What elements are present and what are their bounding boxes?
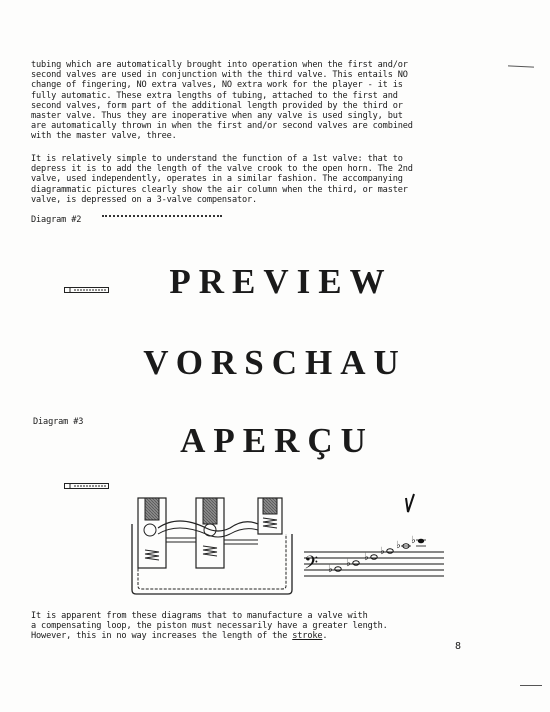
paragraph-3 xyxy=(31,611,501,642)
text-line: depress it is to add the length of the valve crook to the open horn. The 2nd xyxy=(31,164,413,175)
text-segment: However, this in no way increases the length of the xyxy=(31,631,293,642)
valve-slide-icon xyxy=(64,482,110,490)
text-line: second valves, form part of the additional length provided by the third or xyxy=(31,100,403,111)
text-line xyxy=(31,631,501,641)
watermark-preview: PREVIEW xyxy=(169,262,393,301)
text-line: fully automatic. These extra lengths of tubing, attached to the first and xyxy=(31,90,398,101)
text-line: diagrammatic pictures clearly show the air column when the third, or master xyxy=(31,184,408,195)
text-line: second valves are used in conjunction with the third valve. This entails NO xyxy=(31,70,408,81)
text-line: It is apparent from these diagrams that to manufacture a valve with xyxy=(31,611,368,621)
paragraph-2 xyxy=(31,154,501,205)
text-line: master valve. Thus they are inoperative when any valve is used singly, but xyxy=(31,111,403,122)
text-line: are automatically thrown in when the first and/or second valves are combined xyxy=(31,121,413,132)
text-line: It is relatively simple to understand the function of a 1st valve: that to xyxy=(31,154,403,164)
svg-text:♭: ♭ xyxy=(396,540,401,551)
underlined-word-stroke: stroke xyxy=(292,631,323,642)
svg-text:♭: ♭ xyxy=(380,546,385,557)
text-line: with the master valve, three. xyxy=(31,131,177,142)
text-line: valve, used independently, operates in a similar fashion. The accompanying xyxy=(31,174,403,185)
valve-diagram xyxy=(118,494,298,600)
text-line: tubing which are automatically brought into operation when the first and/or xyxy=(31,60,408,70)
text-line: change of fingering, NO extra valves, NO extra work for the player - it is xyxy=(31,80,403,91)
svg-text:♭: ♭ xyxy=(364,552,369,563)
margin-mark xyxy=(520,685,542,686)
diagram-2-label xyxy=(31,215,222,225)
diagram-3-label: Diagram #3 xyxy=(33,417,84,427)
watermark-vorschau: VORSCHAU xyxy=(143,343,407,382)
page-number: 8 xyxy=(455,641,461,652)
svg-text:♭: ♭ xyxy=(328,564,333,575)
text-segment: . xyxy=(322,631,328,642)
text-line: valve, is depressed on a 3-valve compensator. xyxy=(31,194,258,205)
music-staff xyxy=(300,490,450,590)
svg-text:♭: ♭ xyxy=(411,535,416,546)
margin-mark xyxy=(508,65,534,67)
svg-text:♭: ♭ xyxy=(346,558,351,569)
text-line: a compensating loop, the piston must necessarily have a greater length. xyxy=(31,621,388,632)
watermark-apercu: APERÇU xyxy=(180,421,374,460)
cut-off-text-icon xyxy=(102,215,222,222)
svg-text:𝄢: 𝄢 xyxy=(304,553,319,578)
diagram-2-label-text: Diagram #2 xyxy=(31,215,82,225)
paragraph-1 xyxy=(31,60,501,142)
